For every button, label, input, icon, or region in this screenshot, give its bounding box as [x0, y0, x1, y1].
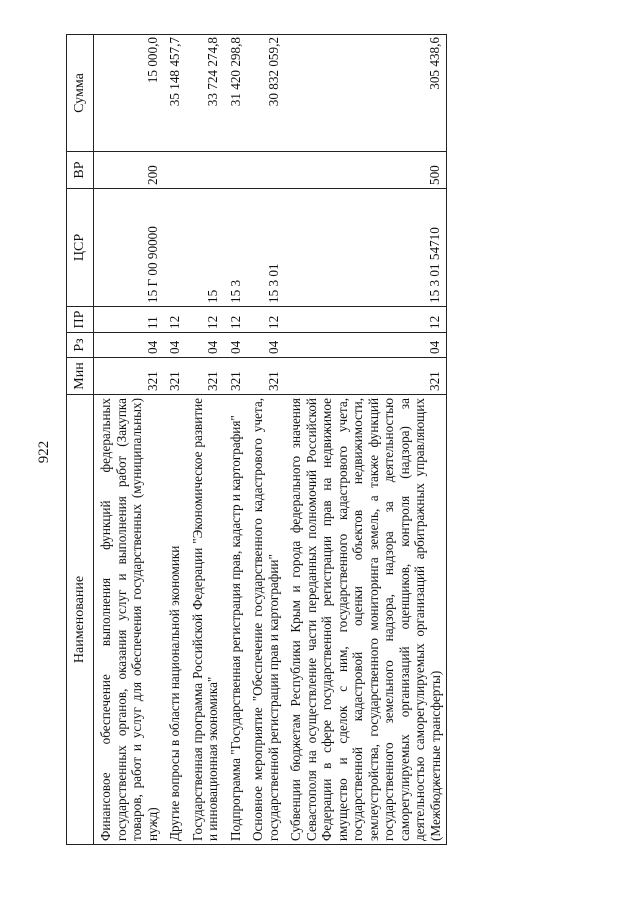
header-csr: ЦСР [67, 189, 94, 307]
row-vr [164, 152, 187, 189]
row-vr: 500 [285, 152, 447, 189]
table-row [164, 35, 187, 845]
row-csr [164, 189, 187, 307]
row-rz: 04 [164, 333, 187, 358]
row-name: Финансовое обеспечение выполнения функций федеральных государственных органов, оказания услуг и выполнения работ (Закупка товаров, работ и услуг для обеспечения государственных (муниципальных) нужд) [94, 395, 165, 845]
row-name: Государственная программа Российской Федерации "Экономическое развитие и инновационная экономика" [187, 395, 225, 845]
row-vr: 200 [94, 152, 165, 189]
row-rz: 04 [94, 333, 165, 358]
row-pr: 12 [164, 307, 187, 333]
header-pr: ПР [67, 307, 94, 333]
header-sum: Сумма [67, 35, 94, 152]
row-pr: 12 [187, 307, 225, 333]
row-pr: 11 [94, 307, 165, 333]
row-min: 321 [164, 358, 187, 395]
row-name: Основное мероприятие "Обеспечение государственного кадастрового учета, государственной регистрации прав и картографии" [247, 395, 285, 845]
row-sum: 35 148 457,7 [164, 35, 187, 152]
row-csr: 15 [187, 189, 225, 307]
budget-table [66, 34, 447, 845]
row-name: Подпрограмма "Государственная регистрация прав, кадастр и картография" [225, 395, 248, 845]
row-csr: 15 3 01 [247, 189, 285, 307]
table-row [187, 35, 225, 845]
row-sum: 30 832 059,2 [247, 35, 285, 152]
table-header-row [67, 35, 94, 845]
page-number: 922 [36, 440, 52, 464]
row-csr: 15 3 [225, 189, 248, 307]
row-csr: 15 3 01 54710 [285, 189, 447, 307]
row-vr [187, 152, 225, 189]
header-rz: Рз [67, 333, 94, 358]
row-rz: 04 [247, 333, 285, 358]
row-name: Субвенции бюджетам Республики Крым и города федерального значения Севастополя на осуществление части переданных полномочий Российской Федерации в сфере государственной регистрации прав на недвижимое имущество и сделок с ним, государственного кадастрового учета, государственной кадастровой оценки объектов недвижимости, землеустройства, государственного мониторинга земель, а также функций государственного земельного надзора, надзора за деятельностью саморегулируемых организаций оценщиков, контроля (надзора) за деятельностью саморегулируемых организаций арбитражных управляющих (Межбюджетные трансферты) [285, 395, 447, 845]
table-row [94, 35, 165, 845]
header-name: Наименование [67, 395, 94, 845]
row-rz: 04 [285, 333, 447, 358]
row-min: 321 [247, 358, 285, 395]
row-sum: 15 000,0 [94, 35, 165, 152]
header-min: Мин [67, 358, 94, 395]
row-min: 321 [285, 358, 447, 395]
table-row [285, 35, 447, 845]
header-vr: ВР [67, 152, 94, 189]
row-pr: 12 [285, 307, 447, 333]
row-name: Другие вопросы в области национальной экономики [164, 395, 187, 845]
row-csr: 15 Г 00 90000 [94, 189, 165, 307]
row-vr [247, 152, 285, 189]
row-min: 321 [187, 358, 225, 395]
row-min: 321 [94, 358, 165, 395]
row-rz: 04 [225, 333, 248, 358]
row-pr: 12 [225, 307, 248, 333]
row-vr [225, 152, 248, 189]
table-row [247, 35, 285, 845]
row-pr: 12 [247, 307, 285, 333]
table-row [225, 35, 248, 845]
row-min: 321 [225, 358, 248, 395]
row-sum: 305 438,6 [285, 35, 447, 152]
row-sum: 33 724 274,8 [187, 35, 225, 152]
row-rz: 04 [187, 333, 225, 358]
row-sum: 31 420 298,8 [225, 35, 248, 152]
